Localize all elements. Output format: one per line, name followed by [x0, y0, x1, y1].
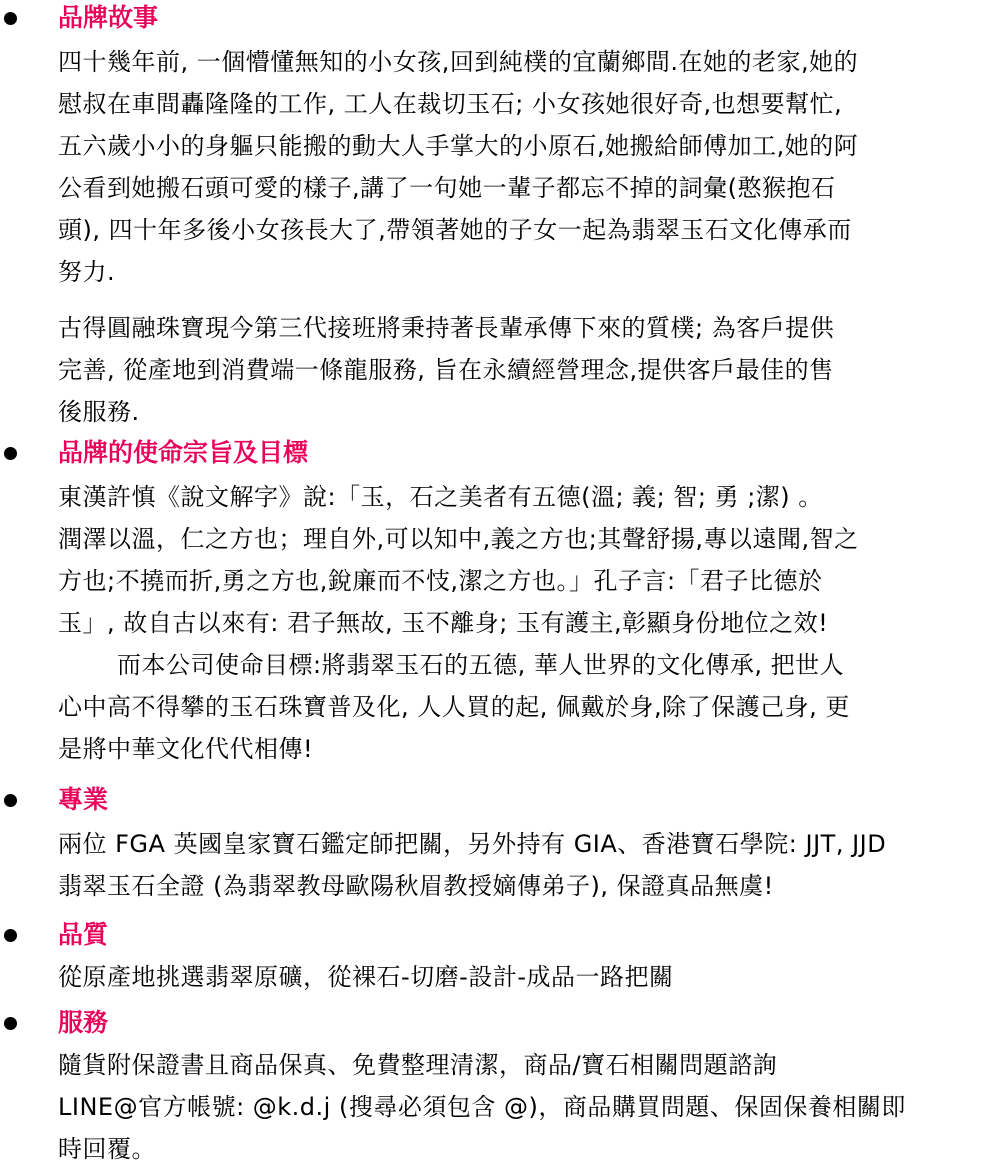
paragraph-line: 心中高不得攀的玉石珠寶普及化, 人人買的起, 佩戴於身,除了保護己身, 更	[58, 693, 850, 721]
paragraph-line: 頭), 四十年多後小女孩長大了,帶領著她的子女一起為翡翠玉石文化傳承而	[58, 216, 852, 244]
section-heading-service: 服務	[58, 1008, 109, 1037]
bullet-icon	[4, 447, 17, 460]
paragraph-line: 而本公司使命目標:將翡翠玉石的五德, 華人世界的文化傳承, 把世人	[117, 651, 845, 679]
paragraph-line: 翡翠玉石全證 (為翡翠教母歐陽秋眉教授嫡傳弟子), 保證真品無虞!	[58, 872, 774, 900]
section-heading-mission: 品牌的使命宗旨及目標	[58, 438, 309, 467]
bullet-icon	[4, 12, 17, 25]
paragraph-line: 公看到她搬石頭可愛的樣子,講了一句她一輩子都忘不掉的詞彙(憨猴抱石	[58, 174, 836, 202]
paragraph-line: 時回覆。	[58, 1135, 156, 1163]
bullet-icon	[4, 929, 17, 942]
paragraph-line: 後服務.	[58, 398, 140, 426]
paragraph-line: 隨貨附保證書且商品保真、免費整理清潔，商品/寶石相關問題諮詢	[58, 1051, 778, 1079]
paragraph-line: 玉」, 故自古以來有: 君子無故, 玉不離身; 玉有護主,彰顯身份地位之效!	[58, 609, 829, 637]
paragraph-line: 努力.	[58, 258, 116, 286]
paragraph-line: 五六歲小小的身軀只能搬的動大人手掌大的小原石,她搬給師傅加工,她的阿	[58, 132, 859, 160]
paragraph-line: 是將中華文化代代相傳!	[58, 735, 314, 763]
paragraph-line: LINE@官方帳號: @k.d.j (搜尋必須包含 @)，商品購買問題、保固保養相關即	[58, 1093, 906, 1121]
paragraph-line: 古得圓融珠寶現今第三代接班將秉持著長輩承傳下來的質樸; 為客戶提供	[58, 314, 835, 342]
bullet-icon	[4, 1017, 17, 1030]
section-heading-brand-story: 品牌故事	[58, 3, 159, 32]
paragraph-line: 方也;不撓而折,勇之方也,銳廉而不忮,潔之方也。」孔子言:「君子比德於	[58, 567, 823, 595]
paragraph-line: 從原產地挑選翡翠原礦，從裸石-切磨-設計-成品一路把關	[58, 963, 674, 991]
paragraph-line: 潤澤以溫，仁之方也；理自外,可以知中,義之方也;其聲舒揚,專以遠聞,智之	[58, 525, 859, 553]
paragraph-line: 四十幾年前, 一個懵懂無知的小女孩,回到純樸的宜蘭鄉間.在她的老家,她的	[58, 48, 859, 76]
paragraph-line: 兩位 FGA 英國皇家寶石鑑定師把關，另外持有 GIA、香港寶石學院: JJT, JJD	[58, 830, 887, 858]
paragraph-line: 慰叔在車間轟隆隆的工作, 工人在裁切玉石; 小女孩她很好奇,也想要幫忙,	[58, 90, 843, 118]
section-heading-quality: 品質	[58, 920, 109, 949]
paragraph-line: 東漢許慎《說文解字》說:「玉，石之美者有五德(溫; 義; 智; 勇 ;潔) 。	[58, 483, 823, 511]
section-heading-professional: 專業	[58, 785, 109, 814]
bullet-icon	[4, 794, 17, 807]
paragraph-line: 完善, 從產地到消費端一條龍服務, 旨在永續經營理念,提供客戶最佳的售	[58, 356, 834, 384]
